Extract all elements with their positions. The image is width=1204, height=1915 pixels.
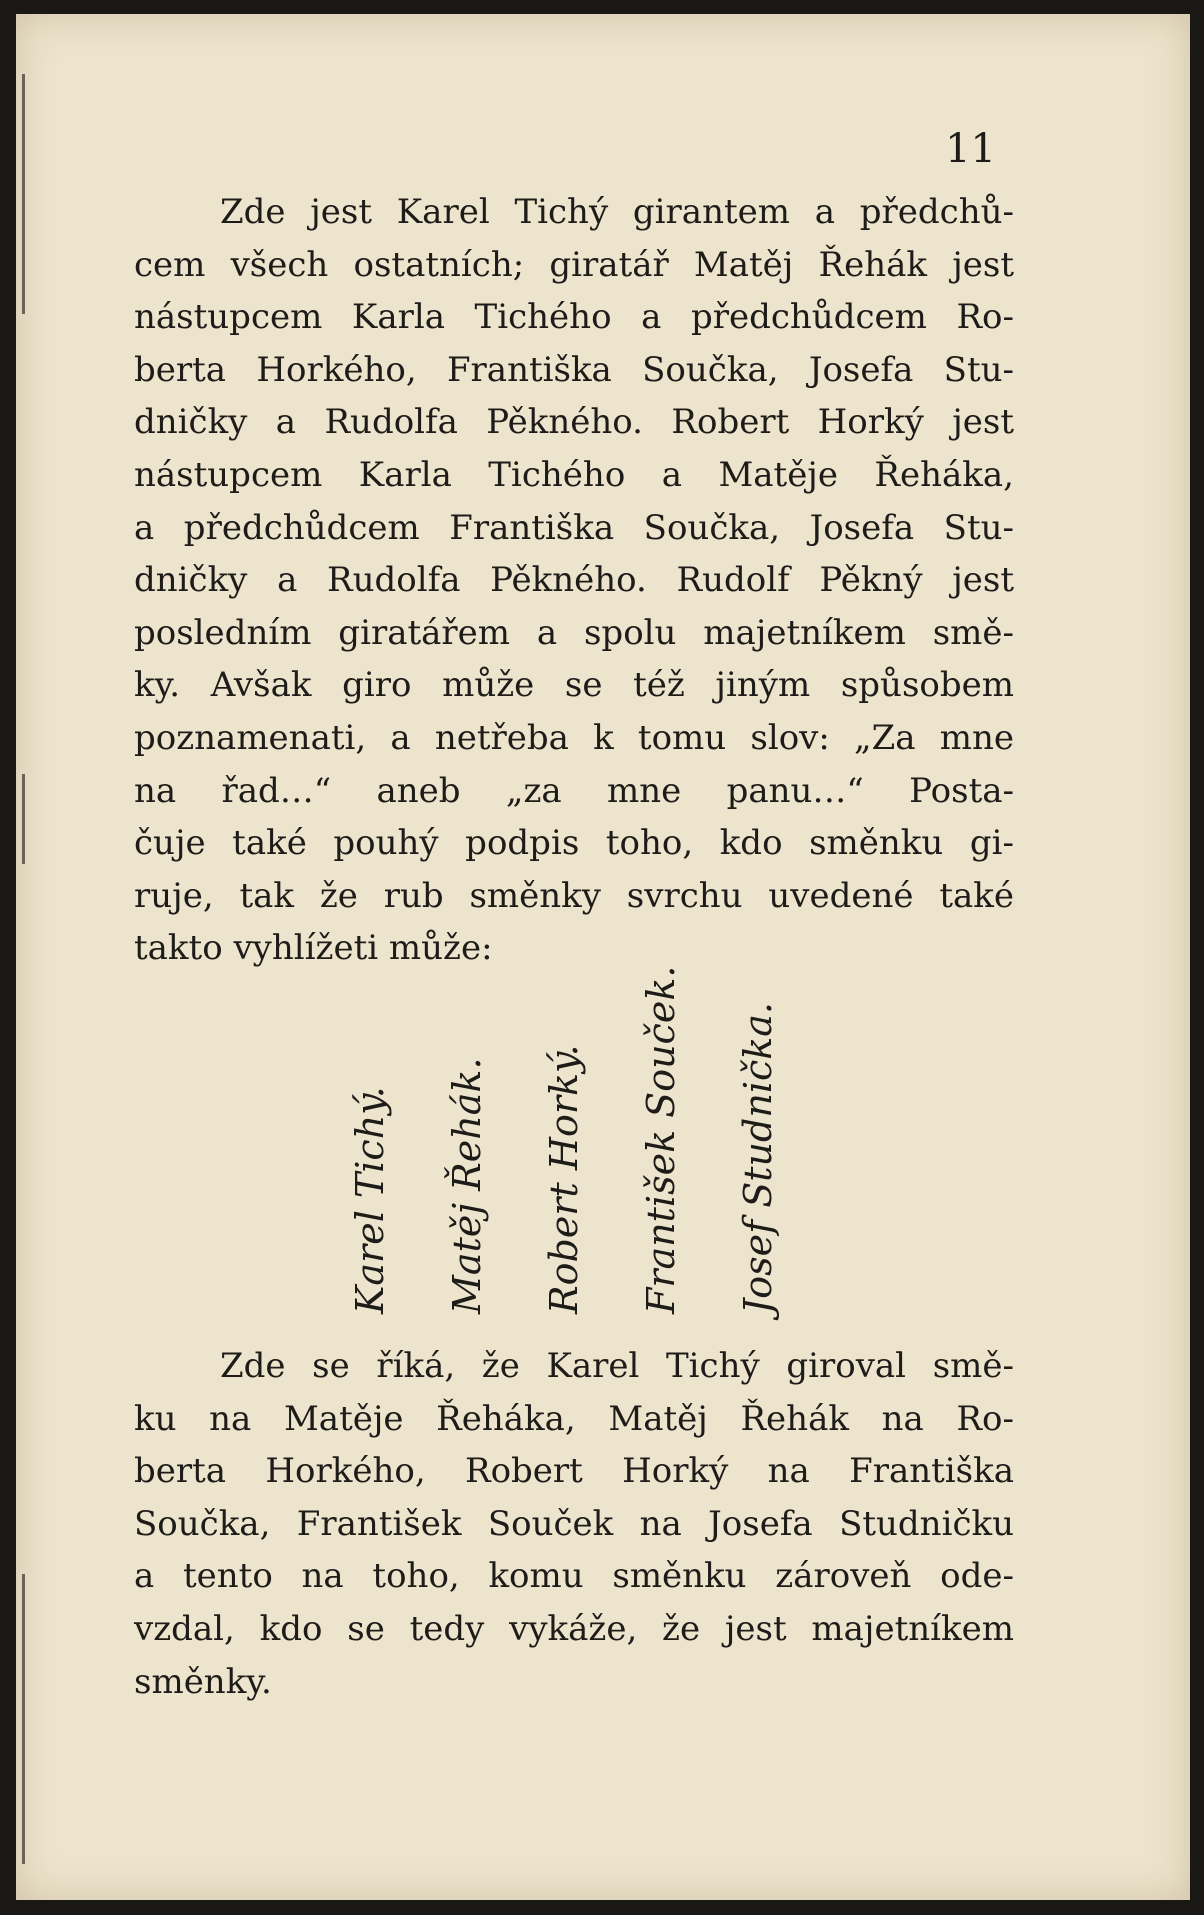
text-line: posledním giratářem a spolu majetníkem smě- (134, 612, 1014, 653)
text-line: berta Horkého, Františka Součka, Josefa Stu- (134, 349, 1014, 390)
text-line: poznamenati, a netřeba k tomu slov: „Za mne (134, 717, 1014, 758)
text-line: dničky a Rudolfa Pěkného. Rudolf Pěkný jest (134, 560, 1014, 601)
text-line: dničky a Rudolfa Pěkného. Robert Horký jest (134, 402, 1014, 443)
signature-matej-rehak: Matěj Řehák. (445, 1057, 489, 1314)
text-line: nástupcem Karla Tichého a předchůdcem Ro- (134, 297, 1014, 338)
text-line: Součka, František Souček na Josefa Studničku (134, 1503, 1014, 1544)
page-number: 11 (945, 126, 996, 172)
text-line: směnky. (134, 1661, 272, 1702)
text-line: vzdal, kdo se tedy vykáže, že jest majetníkem (134, 1608, 1014, 1649)
text-line: berta Horkého, Robert Horký na Františka (134, 1451, 1014, 1492)
page-edge-mark (22, 774, 25, 864)
text-line: ku na Matěje Řeháka, Matěj Řehák na Ro- (134, 1398, 1014, 1439)
signature-karel-tichy: Karel Tichý. (348, 1086, 392, 1314)
page-edge-mark (22, 1574, 25, 1864)
book-page (16, 14, 1190, 1900)
endorsement-signatures (348, 965, 816, 1314)
text-line: čuje také pouhý podpis toho, kdo směnku gi- (134, 823, 1014, 864)
text-line: ky. Avšak giro může se též jiným spůsobem (134, 665, 1014, 706)
paragraph-endorsement-chain (134, 186, 1014, 975)
signature-robert-horky: Robert Horký. (542, 1044, 586, 1314)
signature-josef-studnicka: Josef Studnička. (736, 1001, 780, 1314)
text-line: cem všech ostatních; giratář Matěj Řehák jest (134, 244, 1014, 285)
text-line: Zde jest Karel Tichý girantem a předchů- (220, 192, 1014, 232)
text-line: Zde se říká, že Karel Tichý giroval smě- (220, 1346, 1014, 1386)
text-line: a předchůdcem Františka Součka, Josefa Stu- (134, 507, 1014, 548)
page-edge-mark (22, 74, 25, 314)
paragraph-explanation (134, 1340, 1014, 1708)
text-line: ruje, tak že rub směnky svrchu uvedené také (134, 875, 1014, 916)
text-line: takto vyhlížeti může: (134, 928, 493, 969)
text-line: a tento na toho, komu směnku zároveň ode- (134, 1556, 1014, 1597)
text-line: na řad…“ aneb „za mne panu…“ Posta- (134, 770, 1014, 811)
signature-frantisek-soucek: František Souček. (639, 965, 683, 1314)
text-line: nástupcem Karla Tichého a Matěje Řeháka, (134, 454, 1014, 495)
